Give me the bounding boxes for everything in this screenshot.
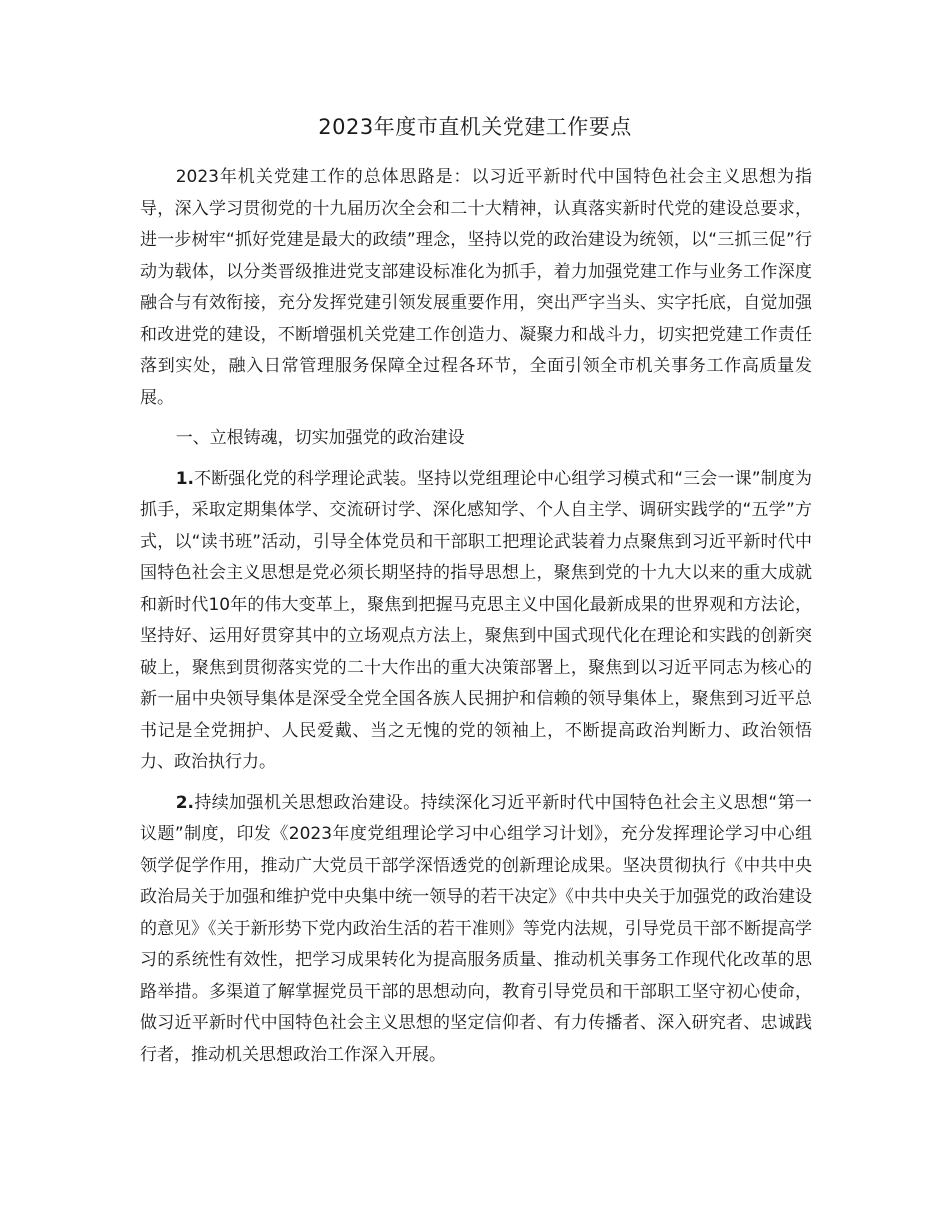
- intro-paragraph: 2023年机关党建工作的总体思路是：以习近平新时代中国特色社会主义思想为指导，深入学习贯彻党的十九届历次全会和二十大精神，认真落实新时代党的建设总要求，进一步树牢“抓好党建是最大的政绩”理念，坚持以党的政治建设为统领，以“三抓三促”行动为载体，以分类晋级推进党支部建设标准化为抓手，着力加强党建工作与业务工作深度融合与有效衔接，充分发挥党建引领发展重要作用，突出严字当头、实字托底，自觉加强和改进党的建设，不断增强机关党建工作创造力、凝聚力和战斗力，切实把党建工作责任落到实处，融入日常管理服务保障全过程各环节，全面引领全市机关事务工作高质量发展。: [140, 167, 812, 408]
- document-body: [140, 162, 812, 1071]
- item-paragraph-2: [140, 788, 812, 1072]
- item-number-2: 2.: [175, 792, 194, 813]
- item-text-1: 不断强化党的科学理论武装。坚持以党组理论中心组学习模式和“三会一课”制度为抓手，采取定期集体学、交流研讨学、深化感知学、个人自主学、调研实践学的“五学”方式，以“读书班”活动，引导全体党员和干部职工把理论武装着力点聚焦到习近平新时代中国特色社会主义思想是党必须长期坚持的指导思想上，聚焦到党的十九大以来的重大成就和新时代10年的伟大变革上，聚焦到把握马克思主义中国化最新成果的世界观和方法论，坚持好、运用好贯穿其中的立场观点方法上，聚焦到中国式现代化在理论和实践的创新突破上，聚焦到贯彻落实党的二十大作出的重大决策部署上，聚焦到以习近平同志为核心的新一届中央领导集体是深受全党全国各族人民拥护和信赖的领导集体上，聚焦到习近平总书记是全党拥护、人民爱戴、当之无愧的党的领袖上，不断提高政治判断力、政治领悟力、政治执行力。: [140, 468, 812, 772]
- item-number-1: 1.: [175, 468, 194, 489]
- item-paragraph-1: [140, 464, 812, 779]
- item-text-2: 持续加强机关思想政治建设。持续深化习近平新时代中国特色社会主义思想“第一议题”制度，印发《2023年度党组理论学习中心组学习计划》，充分发挥理论学习中心组领学促学作用，推动广大党员干部学深悟透党的创新理论成果。坚决贯彻执行《中共中央政治局关于加强和维护党中央集中统一领导的若干决定》《中共中央关于加强党的政治建设的意见》《关于新形势下党内政治生活的若干准则》等党内法规，引导党员干部不断提高学习的系统性有效性，把学习成果转化为提高服务质量、推动机关事务工作现代化改革的思路举措。多渠道了解掌握党员干部的思想动向，教育引导党员和干部职工坚守初心使命，做习近平新时代中国特色社会主义思想的坚定信仰者、有力传播者、深入研究者、忠诚践行者，推动机关思想政治工作深入开展。: [140, 792, 812, 1065]
- document-title: 2023年度市直机关党建工作要点: [318, 115, 632, 139]
- section-heading: 一、立根铸魂，切实加强党的政治建设: [175, 428, 465, 448]
